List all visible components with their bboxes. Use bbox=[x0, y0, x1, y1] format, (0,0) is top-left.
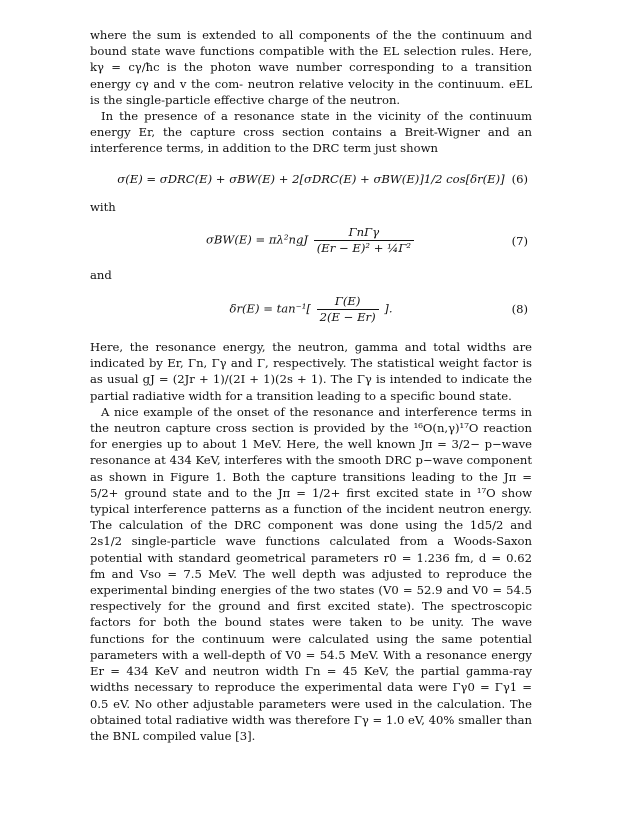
equation-8-denominator: 2(E − Er) bbox=[319, 309, 376, 324]
equation-7-fraction bbox=[314, 225, 414, 256]
equation-8 bbox=[90, 289, 532, 329]
paragraph-2: In the presence of a resonance state in the vicinity of the continuum energy Er, the capture cross section contains a Breit-Wigner and an interference terms, in addition to the DRC term just shown bbox=[90, 109, 532, 156]
paragraph-3: Here, the resonance energy, the neutron, gamma and total widths are indicated by Er, Γn, Γγ and Γ, respectively. The statistical weight factor is as usual gJ = (2Jr + 1)/(2I + 1)(2s + 1). The Γγ is intended to indicate the partial radiative width for a transition leading to a specific bound state. bbox=[90, 340, 532, 403]
paragraph-4: A nice example of the onset of the resonance and interference terms in the neutron capture cross section is provided by the ¹⁶O(n,γ)¹⁷O reaction for energies up to about 1 MeV. Here, the well known Jπ = 3/2− p−wave resonance at 434 KeV, interferes with the smooth DRC p−wave component as shown in Figure 1. Both the capture transitions leading to the Jπ = 5/2+ ground state and to the Jπ = 1/2+ first excited state in ¹⁷O show typical interference patterns as a function of the incident neutron energy. The calculation of the DRC component was done using the 1d5/2 and 2s1/2 single-particle wave functions calculated from a Woods-Saxon potential with standard geometrical parameters r0 = 1.236 fm, d = 0.62 fm and Vso = 7.5 MeV. The well depth was adjusted to reproduce the experimental binding energies of the two states (V0 = 52.9 and V0 = 54.5 respectively for the ground and first excited state). The spectroscopic factors for both the bound states were taken to be unity. The wave functions for the continuum were calculated using the same potential parameters with a well-depth of V0 = 54.5 MeV. With a resonance energy Er = 434 KeV and neutron width Γn = 45 KeV, the partial gamma-ray widths necessary to reproduce the experimental data were Γγ0 = Γγ1 = 0.5 eV. No other adjustable parameters were used in the calculation. The obtained total radiative width was therefore Γγ = 1.0 eV, 40% smaller than the BNL compiled value [3]. bbox=[90, 404, 532, 743]
equation-8-numerator: Γ(E) bbox=[317, 294, 379, 310]
label-and: and bbox=[90, 267, 112, 282]
equation-8-lhs: δr(E) = tan⁻¹[ bbox=[229, 301, 311, 316]
label-with: with bbox=[90, 199, 116, 214]
equation-7-numerator: ΓnΓγ bbox=[314, 225, 414, 241]
equation-8-fraction bbox=[317, 294, 379, 325]
equation-6-body: σ(E) = σDRC(E) + σBW(E) + 2[σDRC(E) + σBW(E)]1/2 cos[δr(E)] bbox=[117, 171, 505, 186]
equation-7-denominator: (Er − E)² + ¼Γ² bbox=[316, 241, 412, 256]
equation-7-number: (7) bbox=[511, 233, 528, 248]
equation-6-number: (6) bbox=[511, 171, 528, 186]
equation-7-lhs: σBW(E) = πλ²ngJ bbox=[205, 232, 309, 247]
equation-8-rhs: ]. bbox=[384, 301, 393, 316]
text-column bbox=[90, 27, 532, 744]
equation-6 bbox=[90, 165, 532, 193]
equation-7 bbox=[90, 221, 532, 261]
paragraph-1: where the sum is extended to all components of the the continuum and bound state wave functions compatible with the EL selection rules. Here, kγ = cγ/ħc is the photon wave number corresponding to a transition energy cγ and v the com- neutron relative velocity in the continuum. eEL is the single-particle effective charge of the neutron. bbox=[90, 28, 532, 107]
equation-8-number: (8) bbox=[511, 301, 528, 316]
